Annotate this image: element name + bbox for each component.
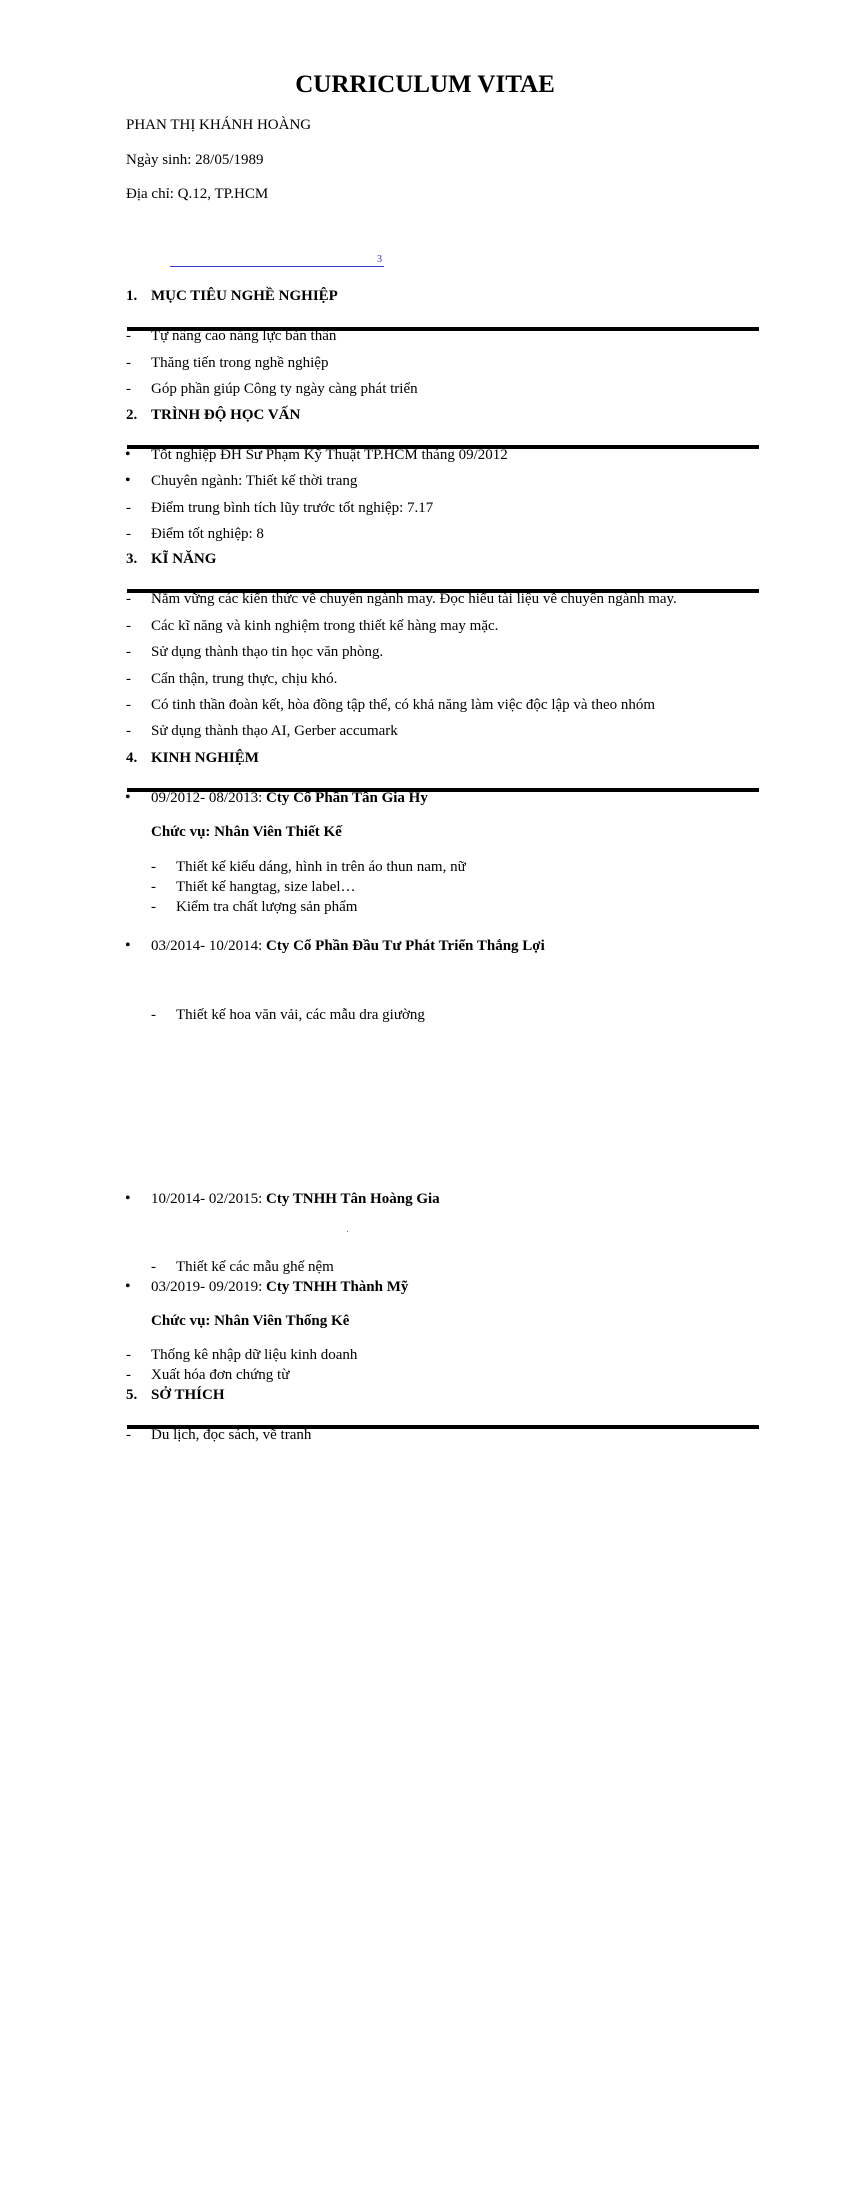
experience-heading: [151, 1190, 440, 1208]
section-title-skills: KĨ NĂNG: [151, 551, 217, 567]
skill-item: Các kĩ năng và kinh nghiệm trong thiết kế hàng may mặc.: [151, 618, 499, 634]
section-number: 1.: [126, 288, 138, 304]
skill-item: Có tinh thần đoàn kết, hòa đồng tập thể, có khả năng làm việc độc lập và theo nhóm: [151, 697, 656, 713]
experience-task: Thiết kế hoa văn vải, các mẫu dra giường: [176, 1007, 425, 1023]
section-title-education: TRÌNH ĐỘ HỌC VẤN: [151, 407, 301, 423]
education-item: Điểm trung bình tích lũy trước tốt nghiệp: 7.17: [151, 500, 434, 516]
skill-item: Cẩn thận, trung thực, chịu khó.: [151, 671, 338, 687]
dash-marker: -: [151, 879, 156, 895]
experience-period: 03/2019- 09/2019:: [151, 1279, 266, 1295]
experience-heading: [151, 1278, 408, 1296]
dash-marker: -: [126, 1367, 131, 1383]
date-of-birth: Ngày sinh: 28/05/1989: [126, 152, 264, 168]
bullet-marker: •: [125, 1278, 131, 1295]
dash-marker: -: [126, 1347, 131, 1363]
dash-marker: -: [126, 381, 131, 397]
stray-dot: [347, 1231, 348, 1232]
dash-marker: -: [126, 697, 131, 713]
dash-marker: -: [151, 859, 156, 875]
dash-marker: -: [126, 671, 131, 687]
skill-item: Nắm vững các kiến thức về chuyên ngành may. Đọc hiểu tài liệu về chuyên ngành may.: [151, 591, 677, 607]
experience-task: Thiết kế hangtag, size label…: [176, 879, 356, 895]
experience-position: Chức vụ: Nhân Viên Thiết Kế: [151, 824, 342, 840]
dash-marker: -: [126, 723, 131, 739]
dash-marker: -: [151, 899, 156, 915]
document-title: CURRICULUM VITAE: [295, 71, 555, 98]
hyperlink-text[interactable]: 3: [377, 254, 382, 265]
experience-period: 03/2014- 10/2014:: [151, 938, 266, 954]
section-number: 3.: [126, 551, 138, 567]
experience-company: Cty TNHH Thành Mỹ: [266, 1279, 409, 1295]
bullet-marker: •: [125, 789, 131, 806]
section-number: 4.: [126, 750, 138, 766]
dash-marker: -: [151, 1259, 156, 1275]
experience-heading: [151, 789, 428, 807]
section-title-experience: KINH NGHIỆM: [151, 750, 259, 766]
bullet-marker: •: [125, 472, 131, 489]
education-item: Tốt nghiệp ĐH Sư Phạm Kỹ Thuật TP.HCM tháng 09/2012: [151, 447, 508, 463]
experience-company: Cty TNHH Tân Hoàng Gia: [266, 1191, 440, 1207]
bullet-marker: •: [125, 446, 131, 463]
dash-marker: -: [126, 355, 131, 371]
experience-task: Kiểm tra chất lượng sản phẩm: [176, 899, 358, 915]
experience-company: Cty Cổ Phần Đầu Tư Phát Triển Thắng Lợi: [266, 938, 545, 954]
goal-item: Góp phần giúp Công ty ngày càng phát triển: [151, 381, 418, 397]
dash-marker: -: [126, 328, 131, 344]
goal-item: Thăng tiến trong nghề nghiệp: [151, 355, 329, 371]
dash-marker: -: [126, 500, 131, 516]
education-item: Chuyên ngành: Thiết kế thời trang: [151, 473, 358, 489]
dash-marker: -: [151, 1007, 156, 1023]
experience-task: Thiết kế các mẫu ghế nệm: [176, 1259, 334, 1275]
experience-task: Xuất hóa đơn chứng từ: [151, 1367, 290, 1383]
section-number: 5.: [126, 1387, 138, 1403]
section-title-career-goal: MỤC TIÊU NGHỀ NGHIỆP: [151, 288, 338, 304]
experience-company: Cty Cổ Phần Tân Gia Hy: [266, 790, 428, 806]
candidate-name: PHAN THỊ KHÁNH HOÀNG: [126, 117, 312, 133]
dash-marker: -: [126, 644, 131, 660]
section-title-hobbies: SỞ THÍCH: [151, 1387, 225, 1403]
experience-position: Chức vụ: Nhân Viên Thống Kê: [151, 1313, 350, 1329]
experience-task: Thống kê nhập dữ liệu kinh doanh: [151, 1347, 358, 1363]
dash-marker: -: [126, 1427, 131, 1443]
education-item: Điểm tốt nghiệp: 8: [151, 526, 264, 542]
experience-heading: [151, 937, 545, 955]
dash-marker: -: [126, 526, 131, 542]
experience-task: Thiết kế kiểu dáng, hình in trên áo thun nam, nữ: [176, 859, 466, 875]
skill-item: Sử dụng thành thạo tin học văn phòng.: [151, 644, 384, 660]
hyperlink-underline[interactable]: [170, 266, 384, 267]
goal-item: Tự nâng cao năng lực bản thân: [151, 328, 337, 344]
hobby-item: Du lịch, đọc sách, vẽ tranh: [151, 1427, 312, 1443]
address: Địa chỉ: Q.12, TP.HCM: [126, 186, 269, 202]
section-number: 2.: [126, 407, 138, 423]
dash-marker: -: [126, 618, 131, 634]
experience-period: 10/2014- 02/2015:: [151, 1191, 266, 1207]
bullet-marker: •: [125, 937, 131, 954]
bullet-marker: •: [125, 1190, 131, 1207]
experience-period: 09/2012- 08/2013:: [151, 790, 266, 806]
skill-item: Sử dụng thành thạo AI, Gerber accumark: [151, 723, 398, 739]
dash-marker: -: [126, 591, 131, 607]
